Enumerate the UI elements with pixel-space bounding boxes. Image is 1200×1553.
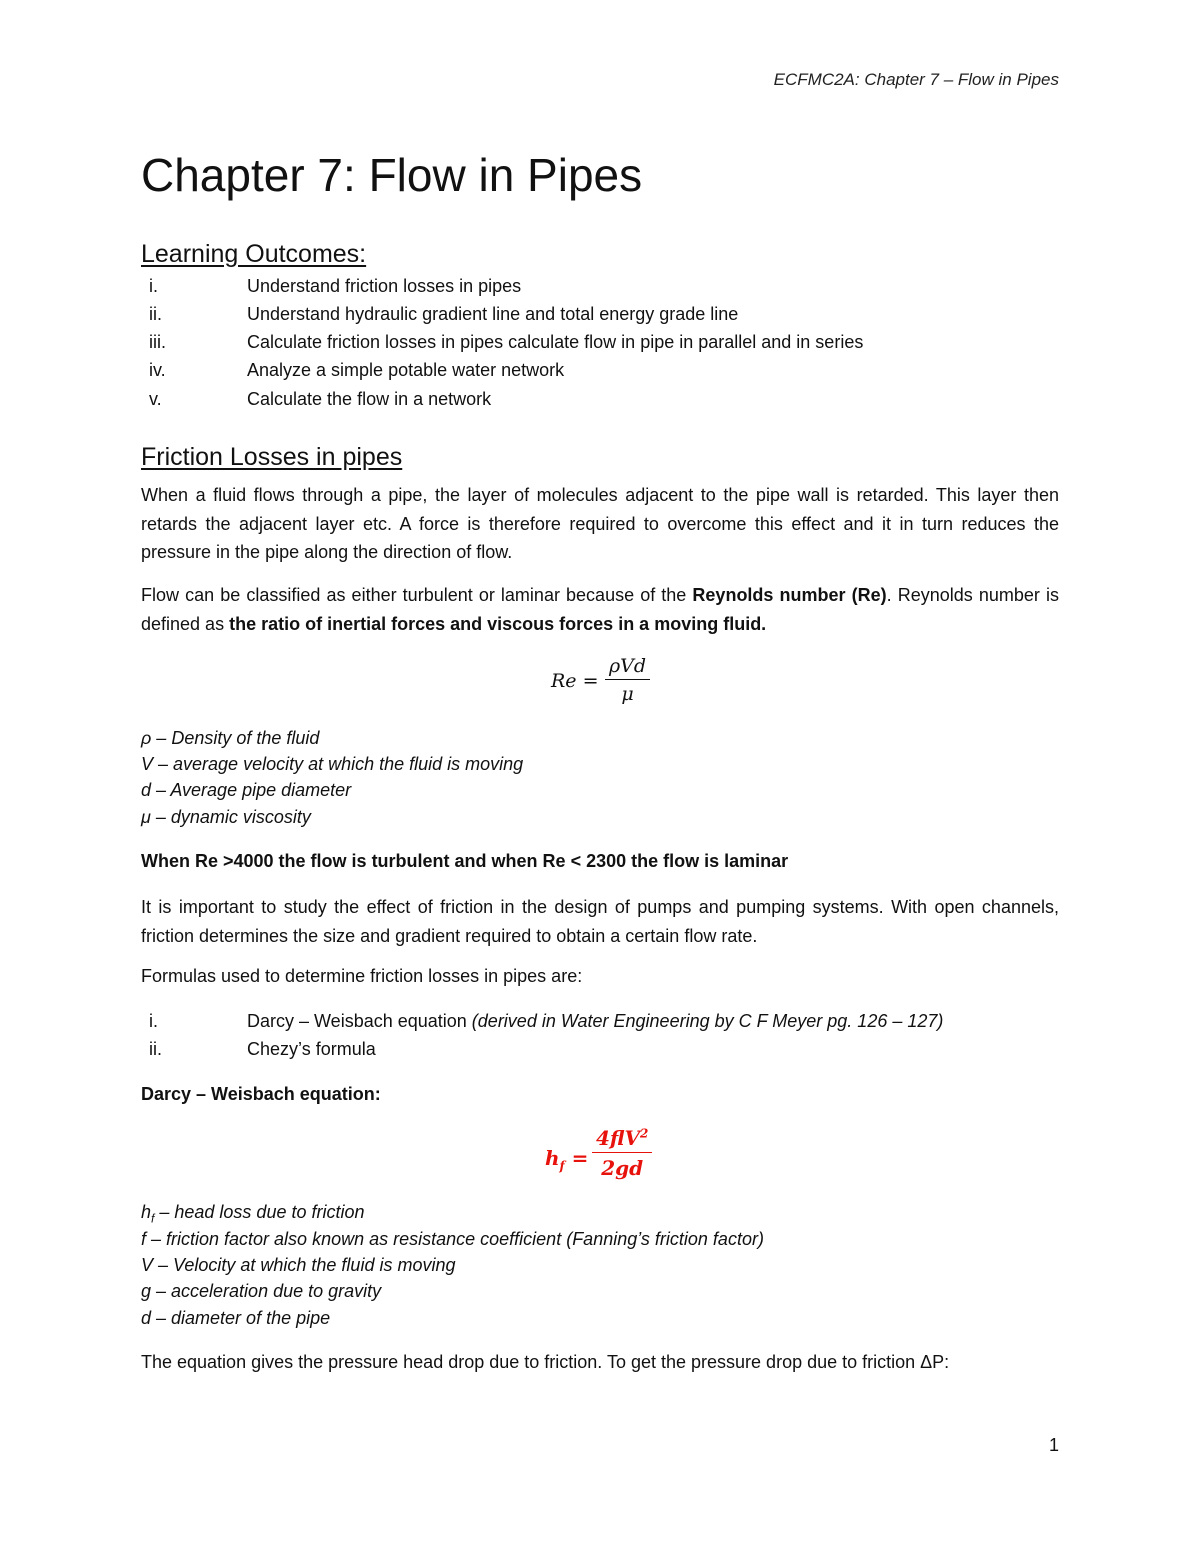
darcy-heading: Darcy – Weisbach equation: xyxy=(141,1084,381,1104)
reynolds-equation-lhs: Re = xyxy=(551,670,599,692)
reynolds-fraction xyxy=(605,655,650,705)
running-header: ECFMC2A: Chapter 7 – Flow in Pipes xyxy=(773,70,1059,89)
list-text: Understand friction losses in pipes xyxy=(247,276,522,296)
list-item xyxy=(141,389,1061,417)
paragraph-pumps: It is important to study the effect of friction in the design of pumps and pumping systems. With open channels, friction determines the size and gradient required to obtain a certain flow rate. xyxy=(141,897,1059,946)
flow-regime-statement: When Re >4000 the flow is turbulent and when Re < 2300 the flow is laminar xyxy=(141,851,789,871)
page-number: 1 xyxy=(1048,1435,1059,1455)
paragraph-reynolds xyxy=(141,581,1059,638)
hf-subscript: f xyxy=(151,1211,155,1226)
darcy-equation-lhs: $h_f$ = xyxy=(545,1146,589,1173)
list-item xyxy=(141,360,1061,388)
darcy-denominator: 2gd xyxy=(601,1156,644,1180)
list-text: Chezy’s formula xyxy=(247,1039,376,1059)
darcy-numerator xyxy=(592,1126,652,1152)
reynolds-definition: the ratio of inertial forces and viscous forces in a moving fluid. xyxy=(229,613,767,634)
reynolds-text-a: Flow can be classified as either turbulent or laminar because of the xyxy=(141,585,693,605)
list-number: ii. xyxy=(149,304,162,324)
list-item xyxy=(141,1039,1061,1067)
friction-losses-heading: Friction Losses in pipes xyxy=(141,443,403,471)
paragraph-pressure-drop: The equation gives the pressure head drop due to friction. To get the pressure drop due to friction ΔP: xyxy=(141,1352,950,1372)
hf-symbol: h xyxy=(545,1146,560,1170)
list-number: iv. xyxy=(149,360,166,380)
variable-definition: V – average velocity at which the fluid is moving xyxy=(141,754,524,774)
variable-definition: d – diameter of the pipe xyxy=(141,1308,331,1328)
formula-note: (derived in Water Engineering by C F Meyer pg. 126 – 127) xyxy=(471,1011,944,1031)
variable-definition: μ – dynamic viscosity xyxy=(141,807,311,827)
list-text: Analyze a simple potable water network xyxy=(247,360,565,380)
list-item xyxy=(141,332,1061,360)
reynolds-text-c: . Reynolds number is defined as xyxy=(141,585,1059,634)
hf-description: – head loss due to friction xyxy=(154,1202,365,1222)
paragraph-intro: When a fluid flows through a pipe, the layer of molecules adjacent to the pipe wall is retarded. This layer then retards the adjacent layer etc. A force is therefore required to overcome this effect and it in turn reduces the pressure in the pipe along the direction of flow. xyxy=(141,485,1059,562)
list-text: Understand hydraulic gradient line and total energy grade line xyxy=(247,304,739,324)
hf-symbol: h xyxy=(141,1202,152,1222)
list-number: iii. xyxy=(149,332,166,352)
darcy-numerator-base: 4flV xyxy=(596,1126,640,1150)
list-number: ii. xyxy=(149,1039,162,1059)
reynolds-denominator: μ xyxy=(621,683,634,705)
variable-definition: f – friction factor also known as resistance coefficient (Fanning’s friction factor) xyxy=(141,1229,764,1249)
paragraph-formulas: Formulas used to determine friction losses in pipes are: xyxy=(141,966,583,986)
list-number: v. xyxy=(149,389,162,409)
hf-subscript: f xyxy=(559,1159,565,1173)
learning-outcomes-heading: Learning Outcomes: xyxy=(141,240,367,268)
darcy-fraction xyxy=(592,1126,652,1180)
list-number: i. xyxy=(149,1011,158,1031)
list-item xyxy=(141,1011,1061,1039)
variable-definition: ρ – Density of the fluid xyxy=(141,728,320,748)
list-item xyxy=(141,276,1061,304)
variable-definition: V – Velocity at which the fluid is moving xyxy=(141,1255,456,1275)
variable-definition xyxy=(141,1202,365,1226)
formula-name: Darcy – Weisbach equation xyxy=(247,1011,472,1031)
darcy-numerator-exponent: 2 xyxy=(639,1126,649,1141)
list-item xyxy=(141,304,1061,332)
list-text: Calculate the flow in a network xyxy=(247,389,492,409)
variable-definition: d – Average pipe diameter xyxy=(141,780,352,800)
reynolds-term: Reynolds number (Re) xyxy=(692,585,887,605)
reynolds-numerator: ρVd xyxy=(609,655,647,677)
list-number: i. xyxy=(149,276,158,296)
chapter-title: Chapter 7: Flow in Pipes xyxy=(141,149,643,201)
list-text xyxy=(247,1011,943,1032)
variable-definition: g – acceleration due to gravity xyxy=(141,1281,382,1301)
list-text: Calculate friction losses in pipes calculate flow in pipe in parallel and in series xyxy=(247,332,864,352)
